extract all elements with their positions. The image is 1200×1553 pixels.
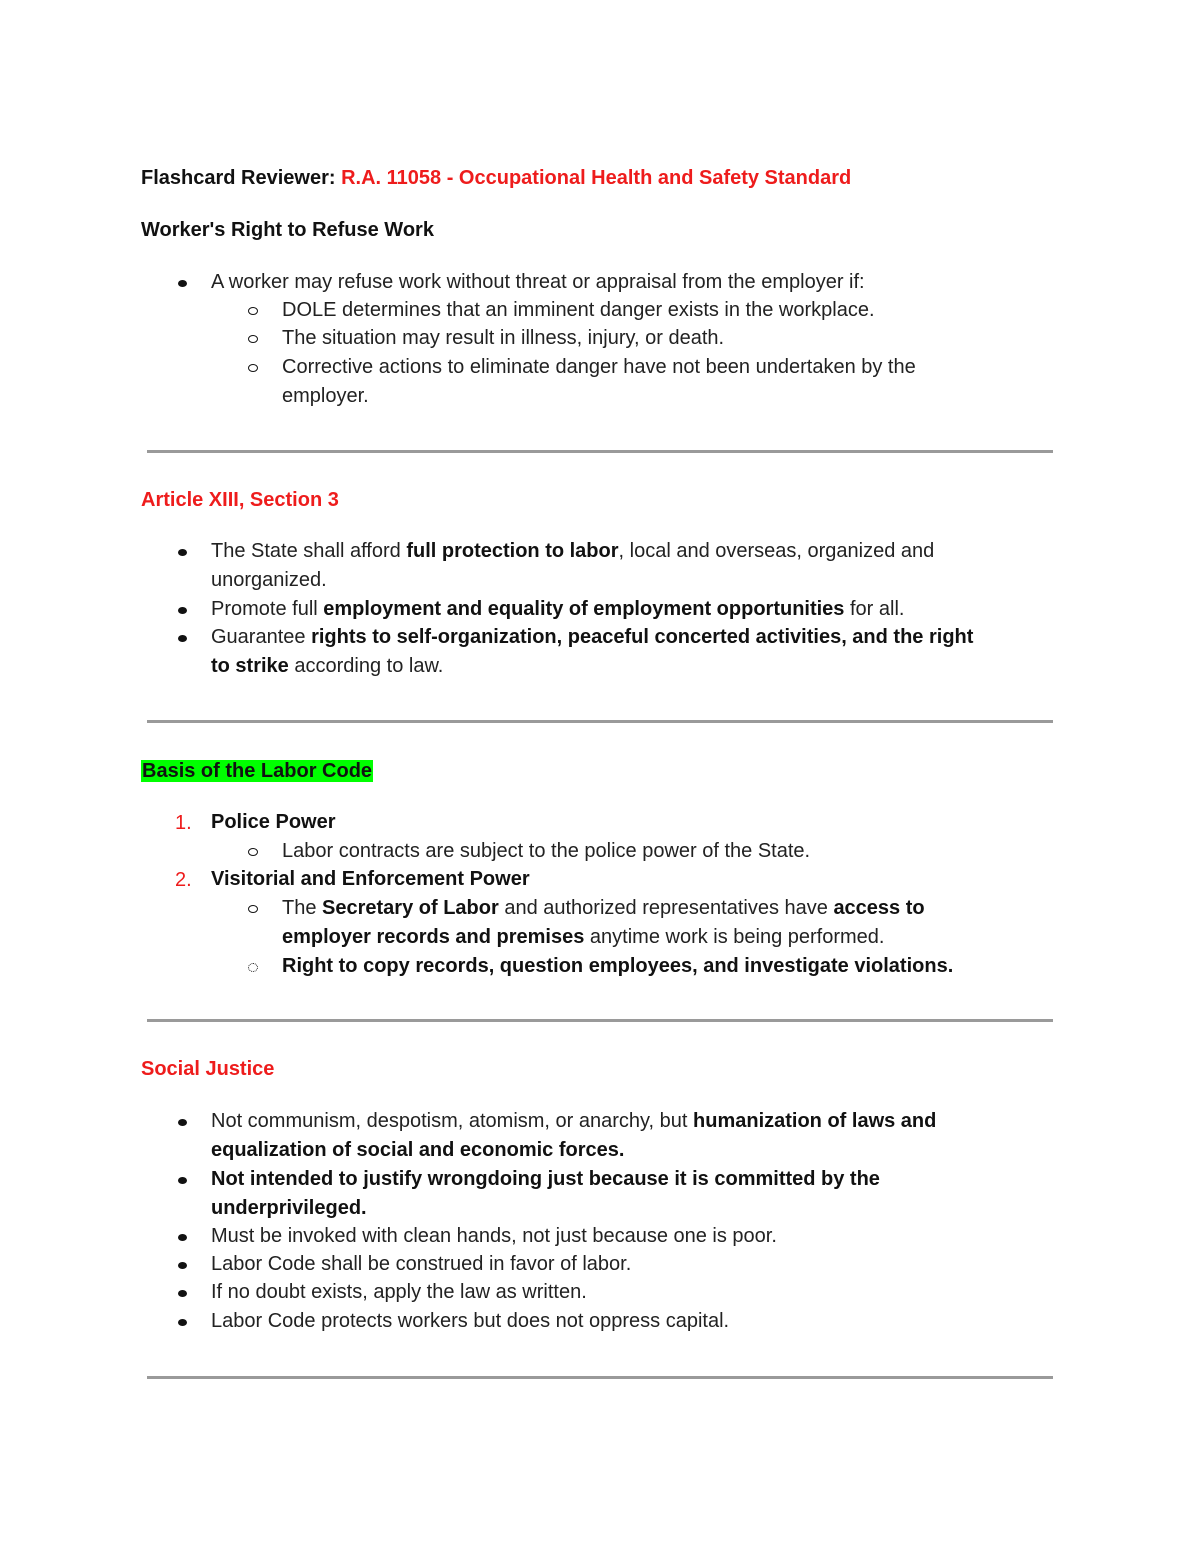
bold-text: employment and equality of employment opportunities	[323, 598, 845, 620]
bold-red-text: Visitorial and Enforcement Power	[211, 868, 530, 890]
text: The	[282, 897, 323, 919]
list-item	[211, 1165, 1061, 1194]
text: anytime work is being performed.	[584, 926, 885, 948]
divider	[147, 1019, 1053, 1022]
bold-text: Right to copy records, question employees, and investigate violations.	[282, 955, 954, 977]
text: , local and overseas, organized and	[618, 540, 935, 562]
list-item	[211, 1107, 1061, 1136]
bullet-icon	[178, 549, 187, 556]
bold-text: access to	[833, 897, 925, 919]
sub-list-item: The situation may result in illness, injury, or death.	[282, 327, 725, 349]
bold-text: to strike	[211, 655, 289, 677]
numbered-item-label	[211, 808, 1061, 837]
list-item-continuation	[211, 1136, 1061, 1165]
highlighted-heading: Basis of the Labor Code	[142, 760, 373, 782]
sub-list-item-continuation	[282, 923, 1062, 952]
section-heading-article-xiii: Article XIII, Section 3	[141, 489, 339, 511]
sub-list-item	[282, 894, 1062, 923]
section-heading-social-justice: Social Justice	[141, 1058, 275, 1080]
bold-text: employer records and premises	[282, 926, 585, 948]
list-item: If no doubt exists, apply the law as written.	[211, 1281, 587, 1303]
text: The State shall afford	[211, 540, 407, 562]
circle-bullet-icon	[248, 307, 258, 315]
numbered-item-label	[211, 865, 1061, 894]
title-prefix: Flashcard Reviewer:	[141, 167, 336, 189]
sub-list-item	[282, 952, 1062, 981]
bold-text: rights to self-organization, peaceful concerted activities, and the right	[311, 626, 974, 648]
text: according to law.	[288, 655, 444, 677]
sub-list-item-continuation: employer.	[282, 385, 369, 407]
circle-bullet-icon	[248, 335, 258, 343]
divider	[147, 450, 1053, 453]
sub-list-item: DOLE determines that an imminent danger exists in the workplace.	[282, 299, 875, 321]
sub-list-item: Corrective actions to eliminate danger have not been undertaken by the	[282, 356, 916, 378]
list-item	[211, 623, 1061, 652]
list-item-continuation	[211, 652, 1061, 681]
list-number: 2.	[175, 869, 192, 891]
list-item	[211, 537, 1061, 566]
list-item: Labor Code protects workers but does not oppress capital.	[211, 1310, 730, 1332]
section-heading-basis	[141, 757, 1061, 785]
list-item	[211, 595, 1061, 624]
list-item-continuation	[211, 1194, 1061, 1223]
list-item: Labor Code shall be construed in favor of labor.	[211, 1253, 632, 1275]
section-heading-refuse-work: Worker's Right to Refuse Work	[141, 219, 434, 241]
page-title	[141, 164, 1061, 192]
bold-red-text: Police Power	[211, 811, 336, 833]
bold-text: full protection to labor	[406, 540, 619, 562]
bold-text: Secretary of Labor	[322, 897, 499, 919]
bold-text: Not intended to justify wrongdoing just because it is committed by the	[211, 1168, 880, 1190]
bullet-icon	[178, 1319, 187, 1326]
bullet-icon	[178, 280, 187, 287]
bold-text: equalization of social and economic forces.	[211, 1139, 625, 1161]
bullet-icon	[178, 607, 187, 614]
circle-bullet-icon	[248, 905, 258, 913]
title-text: R.A. 11058 - Occupational Health and Safety Standard	[341, 167, 852, 189]
dotted-circle-bullet-icon	[248, 963, 258, 972]
list-number: 1.	[175, 812, 192, 834]
bold-text: humanization of laws and	[693, 1110, 937, 1132]
text: Guarantee	[211, 626, 312, 648]
sub-list-item: Labor contracts are subject to the police power of the State.	[282, 840, 811, 862]
text: Not communism, despotism, atomism, or anarchy, but	[211, 1110, 694, 1132]
text: and authorized representatives have	[498, 897, 834, 919]
bullet-icon	[178, 1290, 187, 1297]
divider	[147, 1376, 1053, 1379]
bullet-icon	[178, 635, 187, 642]
text: Promote full	[211, 598, 324, 620]
bullet-icon	[178, 1119, 187, 1126]
circle-bullet-icon	[248, 364, 258, 372]
list-item-continuation: unorganized.	[211, 569, 327, 591]
text: for all.	[844, 598, 905, 620]
circle-bullet-icon	[248, 848, 258, 856]
list-item: Must be invoked with clean hands, not just because one is poor.	[211, 1225, 777, 1247]
divider	[147, 720, 1053, 723]
bullet-icon	[178, 1262, 187, 1269]
bold-text: underprivileged.	[211, 1197, 367, 1219]
list-item: A worker may refuse work without threat or appraisal from the employer if:	[211, 271, 865, 293]
bullet-icon	[178, 1177, 187, 1184]
bullet-icon	[178, 1234, 187, 1241]
